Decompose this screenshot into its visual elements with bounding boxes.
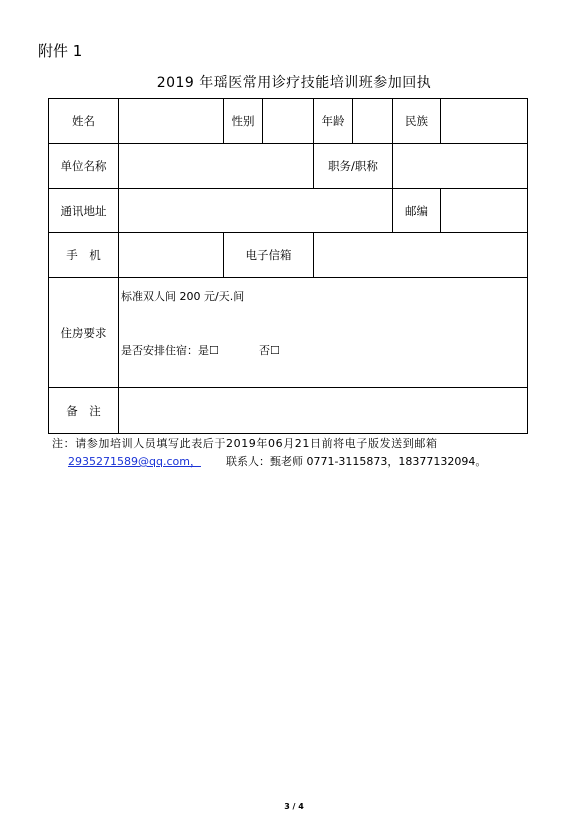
housing-no-option[interactable]: 否☐ <box>259 344 280 357</box>
position-field[interactable] <box>393 144 527 188</box>
remarks-label: 备 注 <box>66 403 101 418</box>
gender-field[interactable] <box>263 99 313 143</box>
housing-label: 住房要求 <box>60 325 107 340</box>
name-label: 姓名 <box>72 114 95 128</box>
position-label: 职务/职称 <box>328 159 378 173</box>
contact-info: 联系人：甄老师 0771-3115873，18377132094。 <box>225 455 487 468</box>
address-label: 通讯地址 <box>60 203 107 218</box>
remarks-field[interactable] <box>119 388 527 433</box>
postcode-label: 邮编 <box>405 203 428 218</box>
postcode-field[interactable] <box>441 189 527 232</box>
gender-label: 性别 <box>231 114 255 128</box>
unit-field[interactable] <box>119 144 313 188</box>
name-field[interactable] <box>119 99 223 143</box>
unit-label: 单位名称 <box>60 159 107 173</box>
footnote <box>52 435 532 471</box>
age-field[interactable] <box>353 99 392 143</box>
housing-room-text: 标准双人间 200 元/天.间 <box>121 290 245 303</box>
email-field[interactable] <box>314 233 527 277</box>
address-field[interactable] <box>119 189 392 232</box>
attachment-label: 附件 1 <box>38 42 83 60</box>
phone-field[interactable] <box>119 233 223 277</box>
housing-question[interactable]: 是否安排住宿：是☐ <box>121 344 219 357</box>
page-number: 3 / 4 <box>284 802 304 811</box>
footnote-line1: 注：请参加培训人员填写此表后于2019年06月21日前将电子版发送到邮箱 <box>52 437 438 450</box>
email-link[interactable]: 2935271589@qq.com， <box>68 455 201 468</box>
ethnicity-field[interactable] <box>441 99 527 143</box>
ethnicity-label: 民族 <box>405 114 428 128</box>
form-title: 2019 年瑶医常用诊疗技能培训班参加回执 <box>156 75 432 91</box>
age-label: 年龄 <box>321 114 345 128</box>
phone-label: 手 机 <box>66 248 101 262</box>
email-label: 电子信箱 <box>245 248 292 262</box>
